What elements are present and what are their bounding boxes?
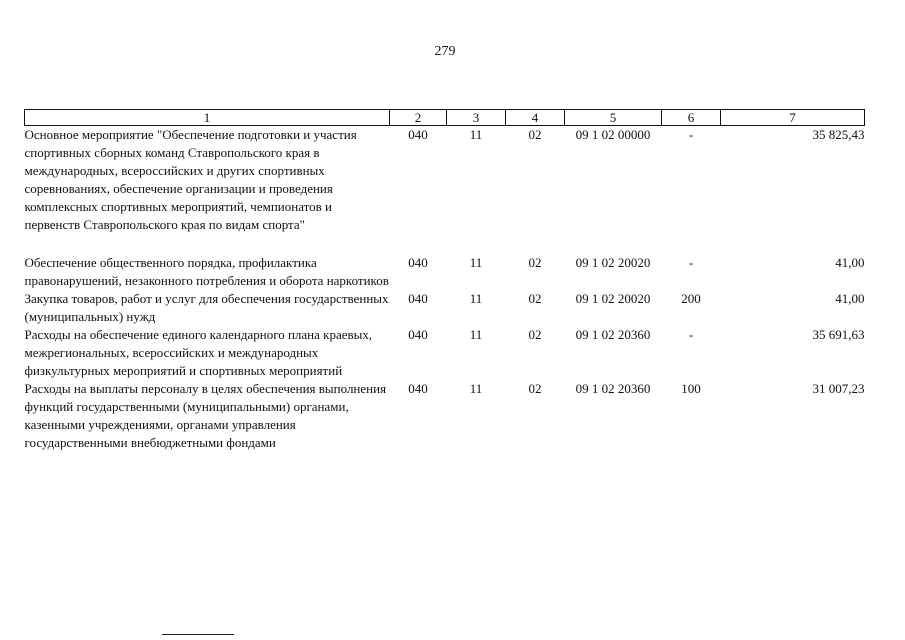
row-amount: 31 007,23 bbox=[812, 381, 865, 396]
row-description: Обеспечение общественного порядка, профилактика правонарушений, незаконного потребления и оборота наркотиков bbox=[24, 255, 389, 288]
table-header-row bbox=[25, 110, 865, 126]
table-row bbox=[25, 254, 865, 290]
row-amount: 35 691,63 bbox=[812, 327, 865, 342]
column-header-6: 6 bbox=[662, 110, 721, 126]
row-code-ministry: 040 bbox=[408, 327, 428, 342]
budget-table bbox=[24, 109, 865, 452]
row-code-section: 11 bbox=[469, 327, 483, 342]
table-row bbox=[25, 326, 865, 380]
footnote-separator-line bbox=[162, 634, 234, 635]
row-amount: 41,00 bbox=[835, 291, 865, 306]
row-description: Закупка товаров, работ и услуг для обеспечения государственных (муниципальных) нужд bbox=[24, 291, 389, 324]
row-code-section: 11 bbox=[469, 127, 483, 142]
row-code-subsection: 02 bbox=[528, 127, 542, 142]
column-header-1: 1 bbox=[25, 110, 390, 126]
column-header-2: 2 bbox=[390, 110, 447, 126]
row-code-subsection: 02 bbox=[528, 327, 542, 342]
row-spacer bbox=[25, 234, 865, 254]
row-code-subsection: 02 bbox=[528, 255, 542, 270]
table-row bbox=[25, 380, 865, 452]
row-expense-type: - bbox=[688, 327, 694, 342]
row-description: Расходы на обеспечение единого календарного плана краевых, межрегиональных, всероссийских и международных физкультурных мероприятий и спортивных мероприятий bbox=[24, 327, 373, 378]
column-header-7: 7 bbox=[721, 110, 865, 126]
row-expense-type: - bbox=[688, 255, 694, 270]
row-target-article: 09 1 02 00000 bbox=[575, 127, 651, 142]
row-expense-type: 200 bbox=[681, 291, 701, 306]
row-description: Расходы на выплаты персоналу в целях обеспечения выполнения функций государственными (муниципальными) органами, казенными учреждениями, органами управления государственными внебюджетными фондами bbox=[24, 381, 387, 450]
column-header-4: 4 bbox=[506, 110, 565, 126]
row-target-article: 09 1 02 20360 bbox=[575, 381, 651, 396]
row-expense-type: - bbox=[688, 127, 694, 142]
row-amount: 41,00 bbox=[835, 255, 865, 270]
row-amount: 35 825,43 bbox=[812, 127, 865, 142]
row-code-subsection: 02 bbox=[528, 291, 542, 306]
row-target-article: 09 1 02 20020 bbox=[575, 255, 651, 270]
row-code-ministry: 040 bbox=[408, 127, 428, 142]
row-code-subsection: 02 bbox=[528, 381, 542, 396]
row-target-article: 09 1 02 20020 bbox=[575, 291, 651, 306]
row-code-section: 11 bbox=[469, 381, 483, 396]
row-code-ministry: 040 bbox=[408, 255, 428, 270]
column-header-5: 5 bbox=[565, 110, 662, 126]
row-code-ministry: 040 bbox=[408, 291, 428, 306]
row-description: Основное мероприятие "Обеспечение подготовки и участия спортивных сборных команд Ставропольского края в международных, всероссийских и других спортивных соревнованиях, обеспечение организации и проведения комплексных спортивных мероприятий, чемпионатов и первенств Ставропольского края по видам спорта" bbox=[24, 127, 357, 232]
row-code-ministry: 040 bbox=[408, 381, 428, 396]
row-code-section: 11 bbox=[469, 291, 483, 306]
page-number: 279 bbox=[434, 44, 456, 59]
column-header-3: 3 bbox=[447, 110, 506, 126]
row-target-article: 09 1 02 20360 bbox=[575, 327, 651, 342]
row-expense-type: 100 bbox=[681, 381, 701, 396]
table-row bbox=[25, 290, 865, 326]
table-row bbox=[25, 126, 865, 235]
row-code-section: 11 bbox=[469, 255, 483, 270]
